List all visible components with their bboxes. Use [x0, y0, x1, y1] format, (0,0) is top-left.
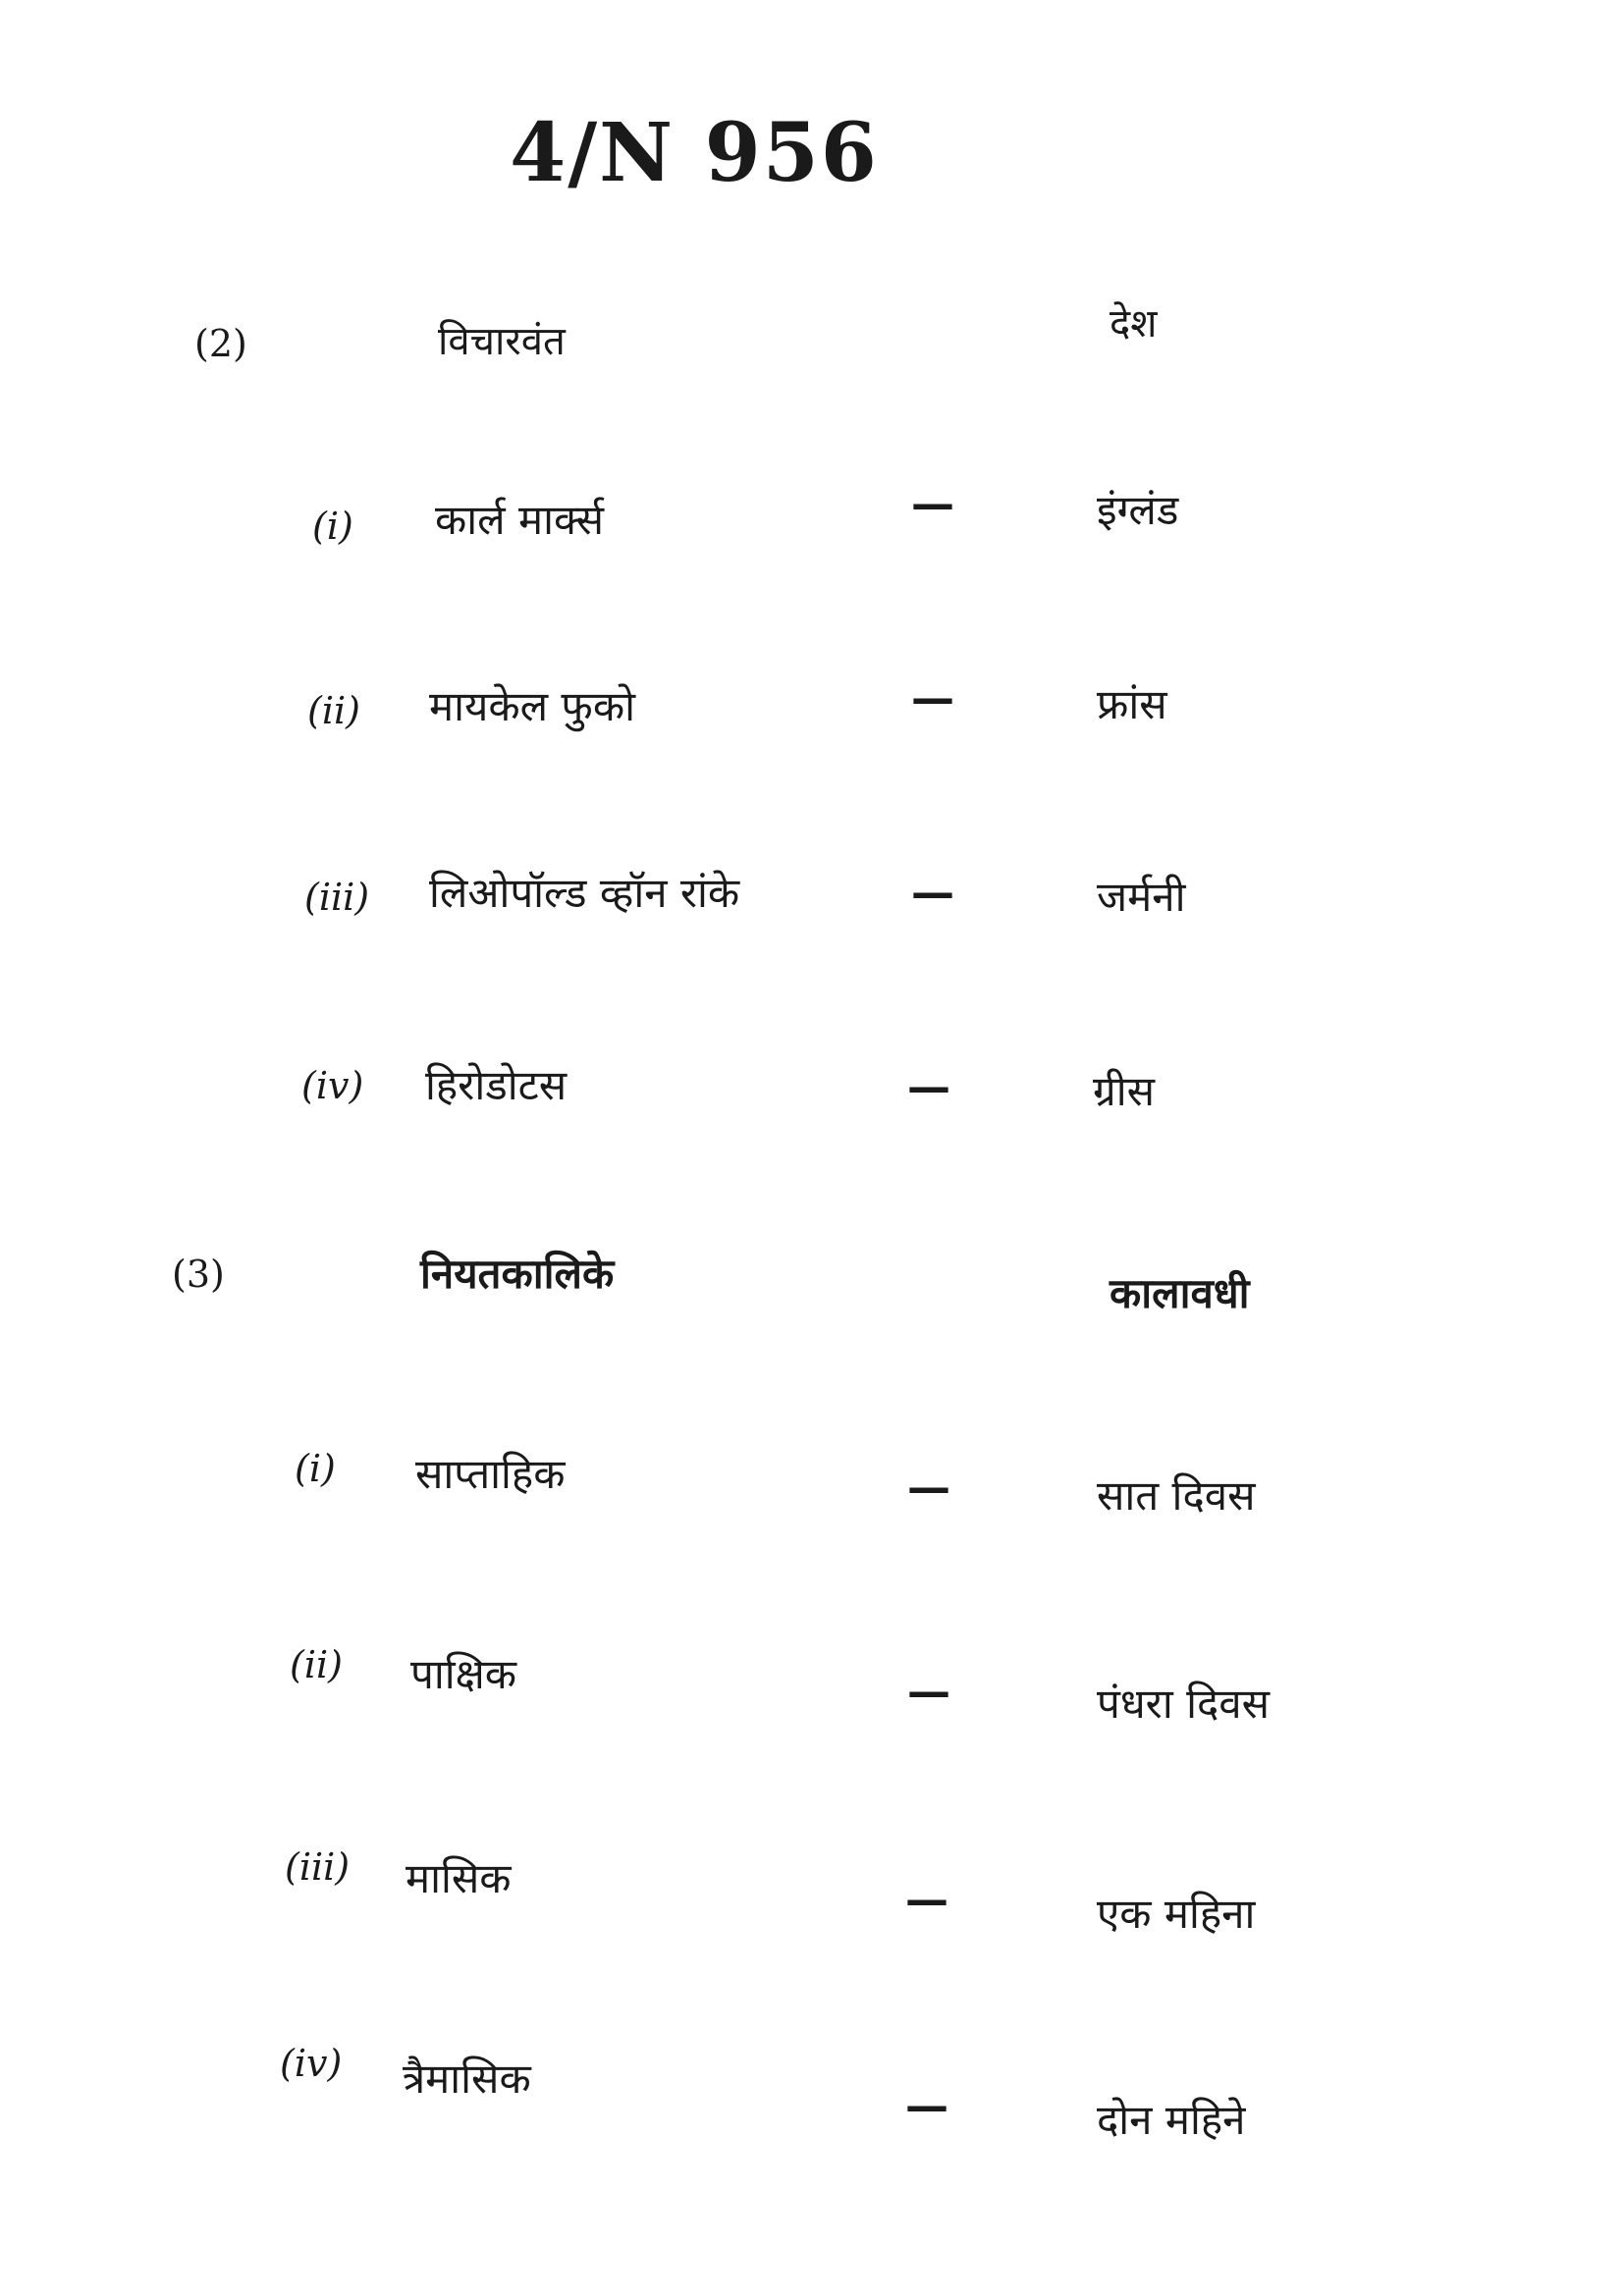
row-roman: (iii) [285, 1845, 351, 1889]
row-dash: — [911, 479, 954, 529]
row-left-text: हिरोडोटस [425, 1061, 568, 1109]
row-left-text: कार्ल मार्क्स [435, 496, 604, 544]
row-left-text: त्रैमासिक [403, 2055, 531, 2103]
section-left-heading: नियतकालिके [420, 1250, 615, 1298]
row-right-text: एक महिना [1097, 1890, 1256, 1938]
row-right-text: सात दिवस [1097, 1471, 1256, 1520]
row-left-text: मायकेल फुको [429, 682, 635, 730]
row-dash: — [911, 868, 954, 918]
row-roman: (i) [295, 1447, 336, 1490]
row-roman: (iii) [304, 876, 370, 919]
row-dash: — [905, 2081, 948, 2131]
row-dash: — [911, 673, 954, 723]
row-left-text: साप्ताहिक [415, 1450, 566, 1498]
row-dash: — [907, 1463, 950, 1513]
section-left-heading: विचारवंत [438, 319, 566, 364]
row-right-text: ग्रीस [1093, 1067, 1155, 1115]
row-roman: (ii) [290, 1643, 343, 1686]
page-title: 4/N 956 [510, 106, 879, 200]
row-left-text: पाक्षिक [410, 1650, 516, 1698]
row-roman: (i) [312, 505, 353, 548]
section-number: (2) [194, 322, 247, 365]
row-roman: (iv) [280, 2042, 343, 2085]
row-right-text: पंधरा दिवस [1097, 1680, 1271, 1728]
row-right-text: इंग्लंड [1097, 486, 1179, 534]
section-right-heading: कालावधी [1110, 1269, 1250, 1317]
row-dash: — [907, 1667, 950, 1717]
section-number: (3) [172, 1253, 225, 1296]
row-roman: (ii) [307, 689, 360, 732]
row-left-text: लिओपॉल्ड व्हॉन रांके [429, 869, 740, 917]
row-left-text: मासिक [406, 1854, 512, 1902]
row-right-text: दोन महिने [1097, 2096, 1246, 2144]
row-right-text: जर्मनी [1097, 873, 1186, 921]
row-dash: — [905, 1875, 948, 1925]
row-dash: — [907, 1062, 950, 1112]
row-right-text: फ्रांस [1097, 680, 1167, 728]
row-roman: (iv) [301, 1064, 364, 1107]
section-right-heading: देश [1110, 301, 1158, 347]
